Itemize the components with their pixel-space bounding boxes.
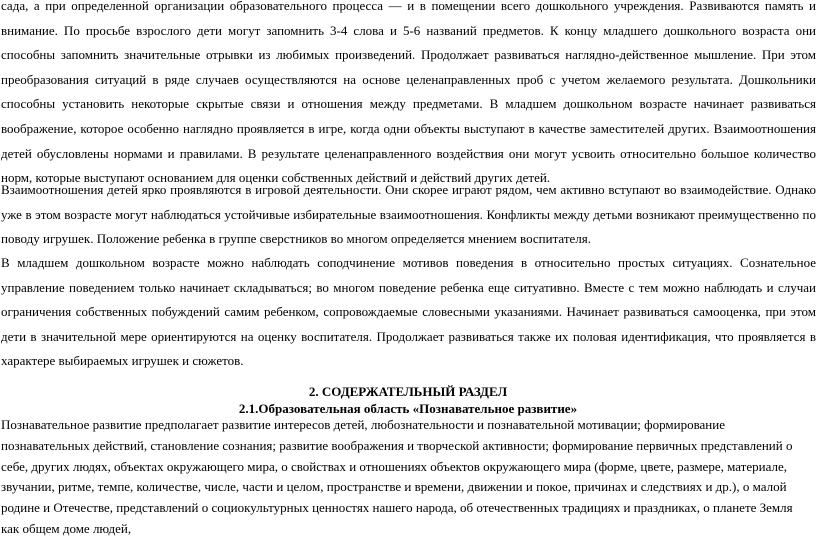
subsection-heading: 2.1.Образовательная область «Познавательное развитие» <box>238 401 578 416</box>
body-paragraph-1: сада, а при определенной организации образовательного процесса — и в помещении всего дошкольного учреждения. Развиваются память и внимание. По просьбе взрослого дети могут запомнить 3-4 слова и 5-6 названий предметов. К концу младшего дошкольного возраста они способны запомнить значительные отрывки из любимых произведений. Продолжает развиваться наглядно-действенное мышление. При этом преобразования ситуаций в ряде случаев осуществляются на основе целенаправленных проб с учетом желаемого результата. Дошкольники способны установить некоторые скрытые связи и отношения между предметами. В младшем дошкольном возрасте начинает развиваться воображение, которое особенно наглядно проявляется в игре, когда одни объекты выступают в качестве заместителей других. Взаимоотношения детей обусловлены нормами и правилами. В результате целенаправленного воздействия они могут усвоить относительно большое количество норм, которые выступают основанием для оценки собственных действий и действий других детей. <box>1 0 816 186</box>
section-heading: 2. СОДЕРЖАТЕЛЬНЫЙ РАЗДЕЛ <box>308 384 508 399</box>
body-paragraph-2: Взаимоотношения детей ярко проявляются в игровой деятельности. Они скорее играют рядом, чем активно вступают во взаимодействие. Однако уже в этом возрасте могут наблюдаться устойчивые избирательные взаимоотношения. Конфликты между детьми возникают преимущественно по поводу игрушек. Положение ребенка в группе сверстников во многом определяется мнением воспитателя. <box>1 182 816 247</box>
body-paragraph-3: В младшем дошкольном возрасте можно наблюдать соподчинение мотивов поведения в относительно простых ситуациях. Сознательное управление поведением только начинает складываться; во многом поведение ребенка еще ситуативно. Вместе с тем можно наблюдать и случаи ограничения собственных побуждений самим ребенком, сопровождаемые словесными указаниями. Начинает развиваться самооценка, при этом дети в значительной мере ориентируются на оценку воспитателя. Продолжает развиваться также их половая идентификация, что проявляется в характере выбираемых игрушек и сюжетов. <box>1 255 816 369</box>
subsection-paragraph: Познавательное развитие предполагает развитие интересов детей, любознательности и познавательной мотивации; формирование познавательных действий, становление сознания; развитие воображения и творческой активности; формирование первичных представлений о себе, других людях, объектах окружающего мира, о свойствах и отношениях объектов окружающего мира (форме, цвете, размере, материале, звучании, ритме, темпе, количестве, числе, части и целом, пространстве и времени, движении и покое, причинах и следствиях и др.), о малой родине и Отечестве, представлений о социокультурных ценностях нашего народа, об отечественных традициях и праздниках, о планете Земля как общем доме людей, <box>1 417 793 536</box>
